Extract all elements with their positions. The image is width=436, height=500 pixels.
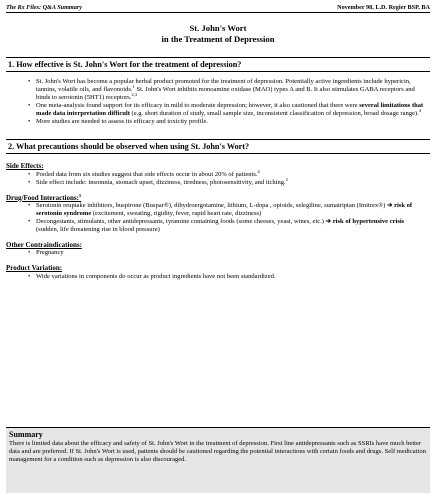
list-item	[6, 176, 430, 187]
list-item	[6, 249, 430, 257]
q1-bullet-2-emphasis: several limitations that made data interpretation difficult	[36, 101, 424, 117]
contraindications-heading: Other Contraindications:	[6, 240, 82, 249]
side-effects-heading: Side Effects:	[6, 162, 44, 171]
footnote-ref: 5	[78, 192, 82, 198]
question-1-list	[6, 78, 430, 125]
q1-bullet-2-text-2: (e.g. short duration of study, small sample size, inconsistent classification of depression, broad dosage range).	[129, 109, 419, 117]
list-item	[6, 102, 430, 118]
interactions-bullet-1-text: Serotonin reuptake inhibitors, buspirone (Buspar®), dihydroergotamine, lithium, L-dopa , opioids, selegiline, sumatriptan (Imitrex®)	[36, 202, 387, 210]
interactions-heading	[6, 194, 430, 203]
interactions-bullet-1-text-2: (excitement, sweating, rigidity, fever, rapid heart rate, dizziness)	[91, 210, 262, 218]
contraindications-bullet-1: Pregnancy	[36, 249, 64, 257]
list-item	[6, 273, 430, 281]
side-effects-list	[6, 168, 430, 187]
footnote-ref: 1	[132, 83, 135, 89]
footnote-ref: 2	[285, 176, 288, 182]
interactions-heading-text: Drug/Food Interactions:	[6, 193, 79, 202]
title-line-2: in the Treatment of Depression	[161, 34, 275, 44]
interactions-list	[6, 202, 430, 234]
product-variation-heading: Product Variation:	[6, 264, 63, 273]
header-right: November 98, L.D. Regier BSP, BA	[337, 4, 430, 11]
list-item	[6, 118, 430, 126]
interactions-bullet-2-emphasis: risk of hypertensive crisis	[332, 218, 405, 226]
summary-text: There is limited data about the efficacy and safety of St. John's Wort in the treatment of depression. First line antidepressants such as SSRIs have much better data and are preferred. If St. John's Wort is used, patients should be cautioned regarding the potential interactions with certain foods and drugs. Self medication management for a condition such as depression is also discouraged.	[9, 439, 426, 463]
header-left: The Rx Files: Q&A Summary	[6, 4, 82, 11]
footnote-ref: 4	[418, 107, 421, 113]
side-effects-bullet-1: Pooled data from six studies suggest that side effects occur in about 20% of patients.	[36, 170, 258, 178]
interactions-bullet-1-emphasis: risk of serotonin syndrome	[36, 202, 413, 218]
q1-bullet-1-text-2: St. John's Wort inhibits monoamine oxidase (MAO) types A and B. It also stimulates GABA receptors and binds to serotonin (5HT1) receptors.	[36, 85, 415, 101]
side-effects-bullet-2: Side effect include: insomnia, stomach upset, dizziness, tiredness, photosensitivity, and itching.	[36, 178, 286, 186]
document-title	[6, 23, 430, 45]
contraindications-list	[6, 249, 430, 257]
summary-box	[6, 427, 430, 493]
question-1-heading: 1. How effective is St. John's Wort for the treatment of depression?	[6, 57, 430, 72]
q1-bullet-1-text: St. John's Wort has become a popular herbal product promoted for the treatment of depression. Potentially active ingredients include hypericin, tannins, volatile oils, and flavonoids.	[36, 78, 411, 93]
footnote-ref: 4	[257, 168, 260, 174]
q1-bullet-3-text: More studies are needed to assess its efficacy and toxicity profile.	[36, 117, 209, 125]
interactions-bullet-2-text-2: (sudden, life threatening rise in blood pressure)	[36, 225, 160, 233]
summary-heading: Summary	[9, 430, 43, 439]
title-line-1: St. John's Wort	[189, 23, 247, 33]
q1-bullet-2-text: One meta-analysis found support for its efficacy in mild to moderate depression; however, it also cautioned that there were	[36, 101, 360, 109]
list-item	[6, 202, 430, 218]
list-item	[6, 168, 430, 179]
footnote-ref: 2,3	[131, 91, 138, 97]
arrow-icon: ➔	[325, 218, 332, 226]
arrow-icon: ➔	[386, 202, 393, 210]
page-header	[6, 4, 430, 13]
list-item	[6, 218, 430, 234]
product-variation-list	[6, 273, 430, 281]
product-variation-bullet-1: Wide variations in components do occur as product ingredients have not been standardized.	[36, 272, 276, 280]
question-2-heading: 2. What precautions should be observed when using St. John's Wort?	[6, 139, 430, 154]
interactions-bullet-2-text: Decongestants, stimulants, other antidepressants, tyramine containing foods (some cheeses, yeast, wines, etc.)	[36, 218, 326, 226]
list-item	[6, 78, 430, 102]
